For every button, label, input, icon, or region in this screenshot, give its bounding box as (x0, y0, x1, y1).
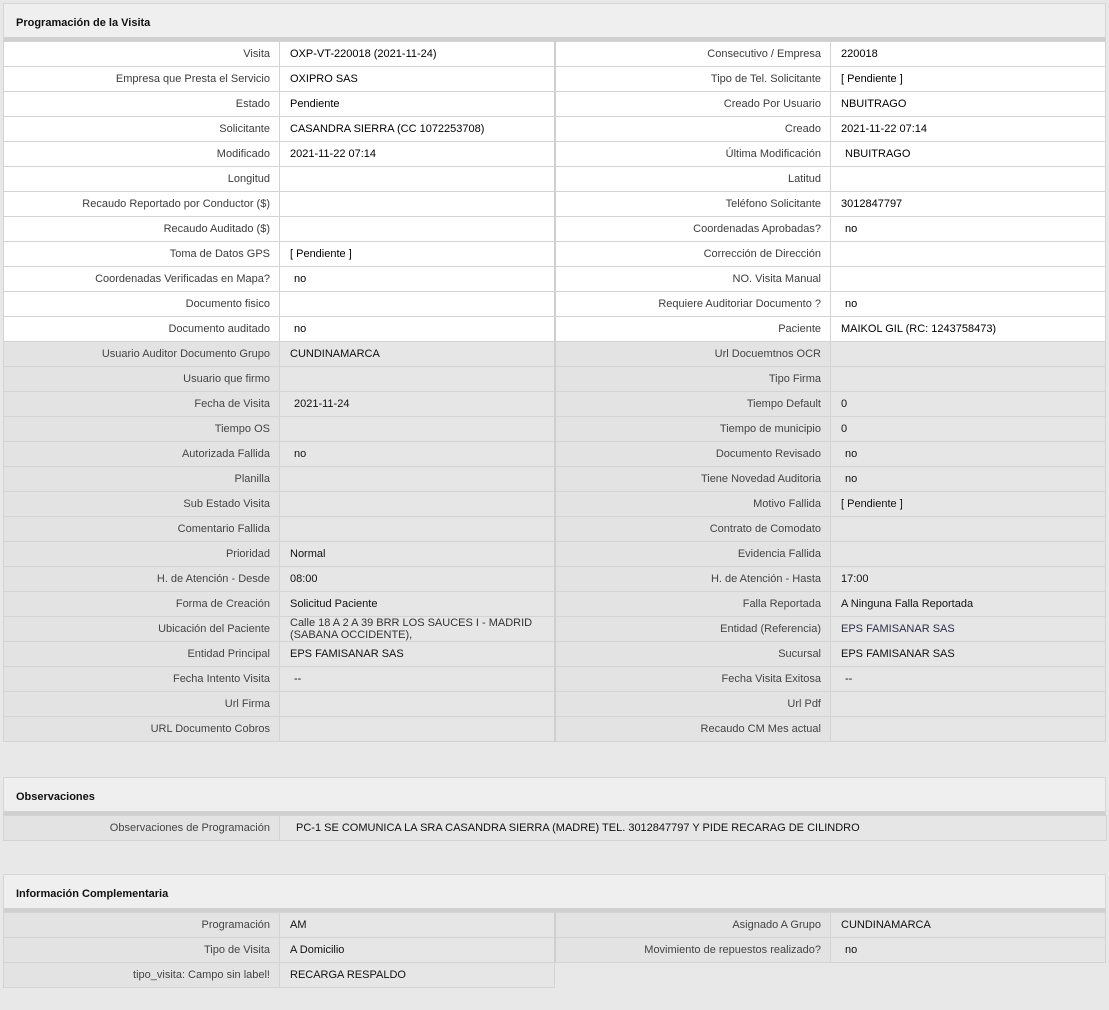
field-value: 220018 (831, 42, 1106, 67)
field-label: URL Documento Cobros (4, 717, 280, 742)
field-label: Toma de Datos GPS (4, 242, 280, 267)
field-label: Comentario Fallida (4, 517, 280, 542)
field-value: no (831, 467, 1106, 492)
field-value: 2021-11-22 07:14 (280, 142, 555, 167)
field-value: -- (280, 667, 555, 692)
field-value: Solicitud Paciente (280, 592, 555, 617)
field-value: no (831, 938, 1106, 963)
table-row (4, 267, 1106, 292)
field-label: Solicitante (4, 117, 280, 142)
field-label: H. de Atención - Hasta (555, 567, 831, 592)
table-row (4, 142, 1106, 167)
table-row (4, 517, 1106, 542)
field-value: no (280, 442, 555, 467)
field-value: [ Pendiente ] (831, 492, 1106, 517)
field-label: Creado Por Usuario (555, 92, 831, 117)
field-label: Contrato de Comodato (555, 517, 831, 542)
field-value: NBUITRAGO (831, 142, 1106, 167)
field-label: Asignado A Grupo (555, 913, 831, 938)
field-value: CUNDINAMARCA (280, 342, 555, 367)
table-row (4, 167, 1106, 192)
field-value (280, 717, 555, 742)
field-value (831, 692, 1106, 717)
table-row (4, 392, 1106, 417)
table-row (4, 292, 1106, 317)
field-value: Normal (280, 542, 555, 567)
field-label: Usuario Auditor Documento Grupo (4, 342, 280, 367)
field-label: Tiempo de municipio (555, 417, 831, 442)
field-value: 17:00 (831, 567, 1106, 592)
field-label: NO. Visita Manual (555, 267, 831, 292)
field-value: -- (831, 667, 1106, 692)
table-row (4, 92, 1106, 117)
field-label: Evidencia Fallida (555, 542, 831, 567)
table-row (4, 492, 1106, 517)
field-value (831, 717, 1106, 742)
field-value: no (831, 442, 1106, 467)
field-label: Url Docuemtnos OCR (555, 342, 831, 367)
table-row (4, 467, 1106, 492)
field-label: Tiempo Default (555, 392, 831, 417)
field-label: Paciente (555, 317, 831, 342)
field-value: EPS FAMISANAR SAS (831, 617, 1106, 642)
table-row (4, 913, 1106, 938)
field-label: Fecha Intento Visita (4, 667, 280, 692)
field-label: Coordenadas Aprobadas? (555, 217, 831, 242)
field-label: Observaciones de Programación (4, 816, 280, 841)
table-row (4, 442, 1106, 467)
field-value: 0 (831, 392, 1106, 417)
field-label: Fecha Visita Exitosa (555, 667, 831, 692)
field-value (280, 192, 555, 217)
field-label: Corrección de Dirección (555, 242, 831, 267)
table-row (4, 42, 1106, 67)
table-row (4, 617, 1106, 642)
field-label: Coordenadas Verificadas en Mapa? (4, 267, 280, 292)
field-label: Prioridad (4, 542, 280, 567)
field-value: 2021-11-24 (280, 392, 555, 417)
field-label: tipo_visita: Campo sin label! (4, 963, 280, 988)
field-value: Pendiente (280, 92, 555, 117)
field-label: Forma de Creación (4, 592, 280, 617)
field-label: Entidad Principal (4, 642, 280, 667)
field-value (280, 167, 555, 192)
table-row (4, 642, 1106, 667)
field-label: Tipo de Visita (4, 938, 280, 963)
field-value (280, 467, 555, 492)
field-value (831, 517, 1106, 542)
field-value (831, 167, 1106, 192)
field-label: Visita (4, 42, 280, 67)
field-label: Usuario que firmo (4, 367, 280, 392)
field-label: Consecutivo / Empresa (555, 42, 831, 67)
field-label: Entidad (Referencia) (555, 617, 831, 642)
field-value: OXIPRO SAS (280, 67, 555, 92)
field-value: A Ninguna Falla Reportada (831, 592, 1106, 617)
field-value: EPS FAMISANAR SAS (280, 642, 555, 667)
field-label: Recaudo CM Mes actual (555, 717, 831, 742)
field-value (831, 542, 1106, 567)
field-label: Estado (4, 92, 280, 117)
field-value (280, 217, 555, 242)
field-value (280, 692, 555, 717)
field-value: no (831, 292, 1106, 317)
field-label: Tipo de Tel. Solicitante (555, 67, 831, 92)
field-label: Longitud (4, 167, 280, 192)
field-value: [ Pendiente ] (280, 242, 555, 267)
field-value: 3012847797 (831, 192, 1106, 217)
field-label: Requiere Auditoriar Documento ? (555, 292, 831, 317)
field-value (280, 417, 555, 442)
table-row (4, 242, 1106, 267)
field-label: Teléfono Solicitante (555, 192, 831, 217)
field-value: OXP-VT-220018 (2021-11-24) (280, 42, 555, 67)
table-row (4, 342, 1106, 367)
field-value: [ Pendiente ] (831, 67, 1106, 92)
field-value (831, 267, 1106, 292)
field-label: Url Pdf (555, 692, 831, 717)
table-row (4, 117, 1106, 142)
field-label: Programación (4, 913, 280, 938)
section-title-complementaria: Información Complementaria (3, 874, 1106, 912)
table-row (4, 67, 1106, 92)
field-value (280, 517, 555, 542)
empty-cell (555, 963, 831, 988)
section-title-programacion: Programación de la Visita (3, 3, 1106, 41)
field-value (280, 367, 555, 392)
field-label: H. de Atención - Desde (4, 567, 280, 592)
table-row (4, 963, 1106, 988)
field-value: no (831, 217, 1106, 242)
table-row (4, 542, 1106, 567)
field-label: Documento fisico (4, 292, 280, 317)
field-value: 0 (831, 417, 1106, 442)
field-value: RECARGA RESPALDO (280, 963, 555, 988)
field-label: Planilla (4, 467, 280, 492)
table-row (4, 192, 1106, 217)
programacion-table (3, 41, 1106, 742)
field-value: A Domicilio (280, 938, 555, 963)
table-row (4, 717, 1106, 742)
field-label: Fecha de Visita (4, 392, 280, 417)
field-label: Movimiento de repuestos realizado? (555, 938, 831, 963)
table-row (4, 692, 1106, 717)
field-value: CUNDINAMARCA (831, 913, 1106, 938)
table-row (4, 417, 1106, 442)
field-label: Modificado (4, 142, 280, 167)
field-label: Tiempo OS (4, 417, 280, 442)
field-value: EPS FAMISANAR SAS (831, 642, 1106, 667)
field-value (831, 367, 1106, 392)
field-label: Documento Revisado (555, 442, 831, 467)
field-label: Empresa que Presta el Servicio (4, 67, 280, 92)
field-value (831, 242, 1106, 267)
field-value: CASANDRA SIERRA (CC 1072253708) (280, 117, 555, 142)
field-value (280, 292, 555, 317)
field-value: 08:00 (280, 567, 555, 592)
field-value (831, 342, 1106, 367)
table-row (4, 317, 1106, 342)
empty-cell (831, 963, 1106, 988)
section-title-observaciones: Observaciones (3, 777, 1106, 815)
table-row (4, 367, 1106, 392)
field-value (280, 492, 555, 517)
table-row (4, 667, 1106, 692)
field-label: Motivo Fallida (555, 492, 831, 517)
field-label: Falla Reportada (555, 592, 831, 617)
field-value: MAIKOL GIL (RC: 1243758473) (831, 317, 1106, 342)
table-row (4, 938, 1106, 963)
field-value: Calle 18 A 2 A 39 BRR LOS SAUCES I - MADRID (SABANA OCCIDENTE), (280, 617, 555, 642)
field-value: NBUITRAGO (831, 92, 1106, 117)
table-row (4, 592, 1106, 617)
field-label: Recaudo Auditado ($) (4, 217, 280, 242)
field-label: Sucursal (555, 642, 831, 667)
observaciones-table (3, 815, 1107, 841)
field-value: no (280, 317, 555, 342)
table-row (4, 816, 1107, 841)
field-label: Autorizada Fallida (4, 442, 280, 467)
field-label: Creado (555, 117, 831, 142)
complementaria-table (3, 912, 1106, 988)
field-label: Tiene Novedad Auditoria (555, 467, 831, 492)
field-value: AM (280, 913, 555, 938)
field-label: Recaudo Reportado por Conductor ($) (4, 192, 280, 217)
field-label: Sub Estado Visita (4, 492, 280, 517)
field-value: PC-1 SE COMUNICA LA SRA CASANDRA SIERRA (MADRE) TEL. 3012847797 Y PIDE RECARAG DE CILINDRO (280, 816, 1107, 841)
field-value: 2021-11-22 07:14 (831, 117, 1106, 142)
field-value: no (280, 267, 555, 292)
field-label: Ubicación del Paciente (4, 617, 280, 642)
field-label: Tipo Firma (555, 367, 831, 392)
field-label: Url Firma (4, 692, 280, 717)
field-label: Latitud (555, 167, 831, 192)
field-label: Última Modificación (555, 142, 831, 167)
table-row (4, 217, 1106, 242)
table-row (4, 567, 1106, 592)
field-label: Documento auditado (4, 317, 280, 342)
